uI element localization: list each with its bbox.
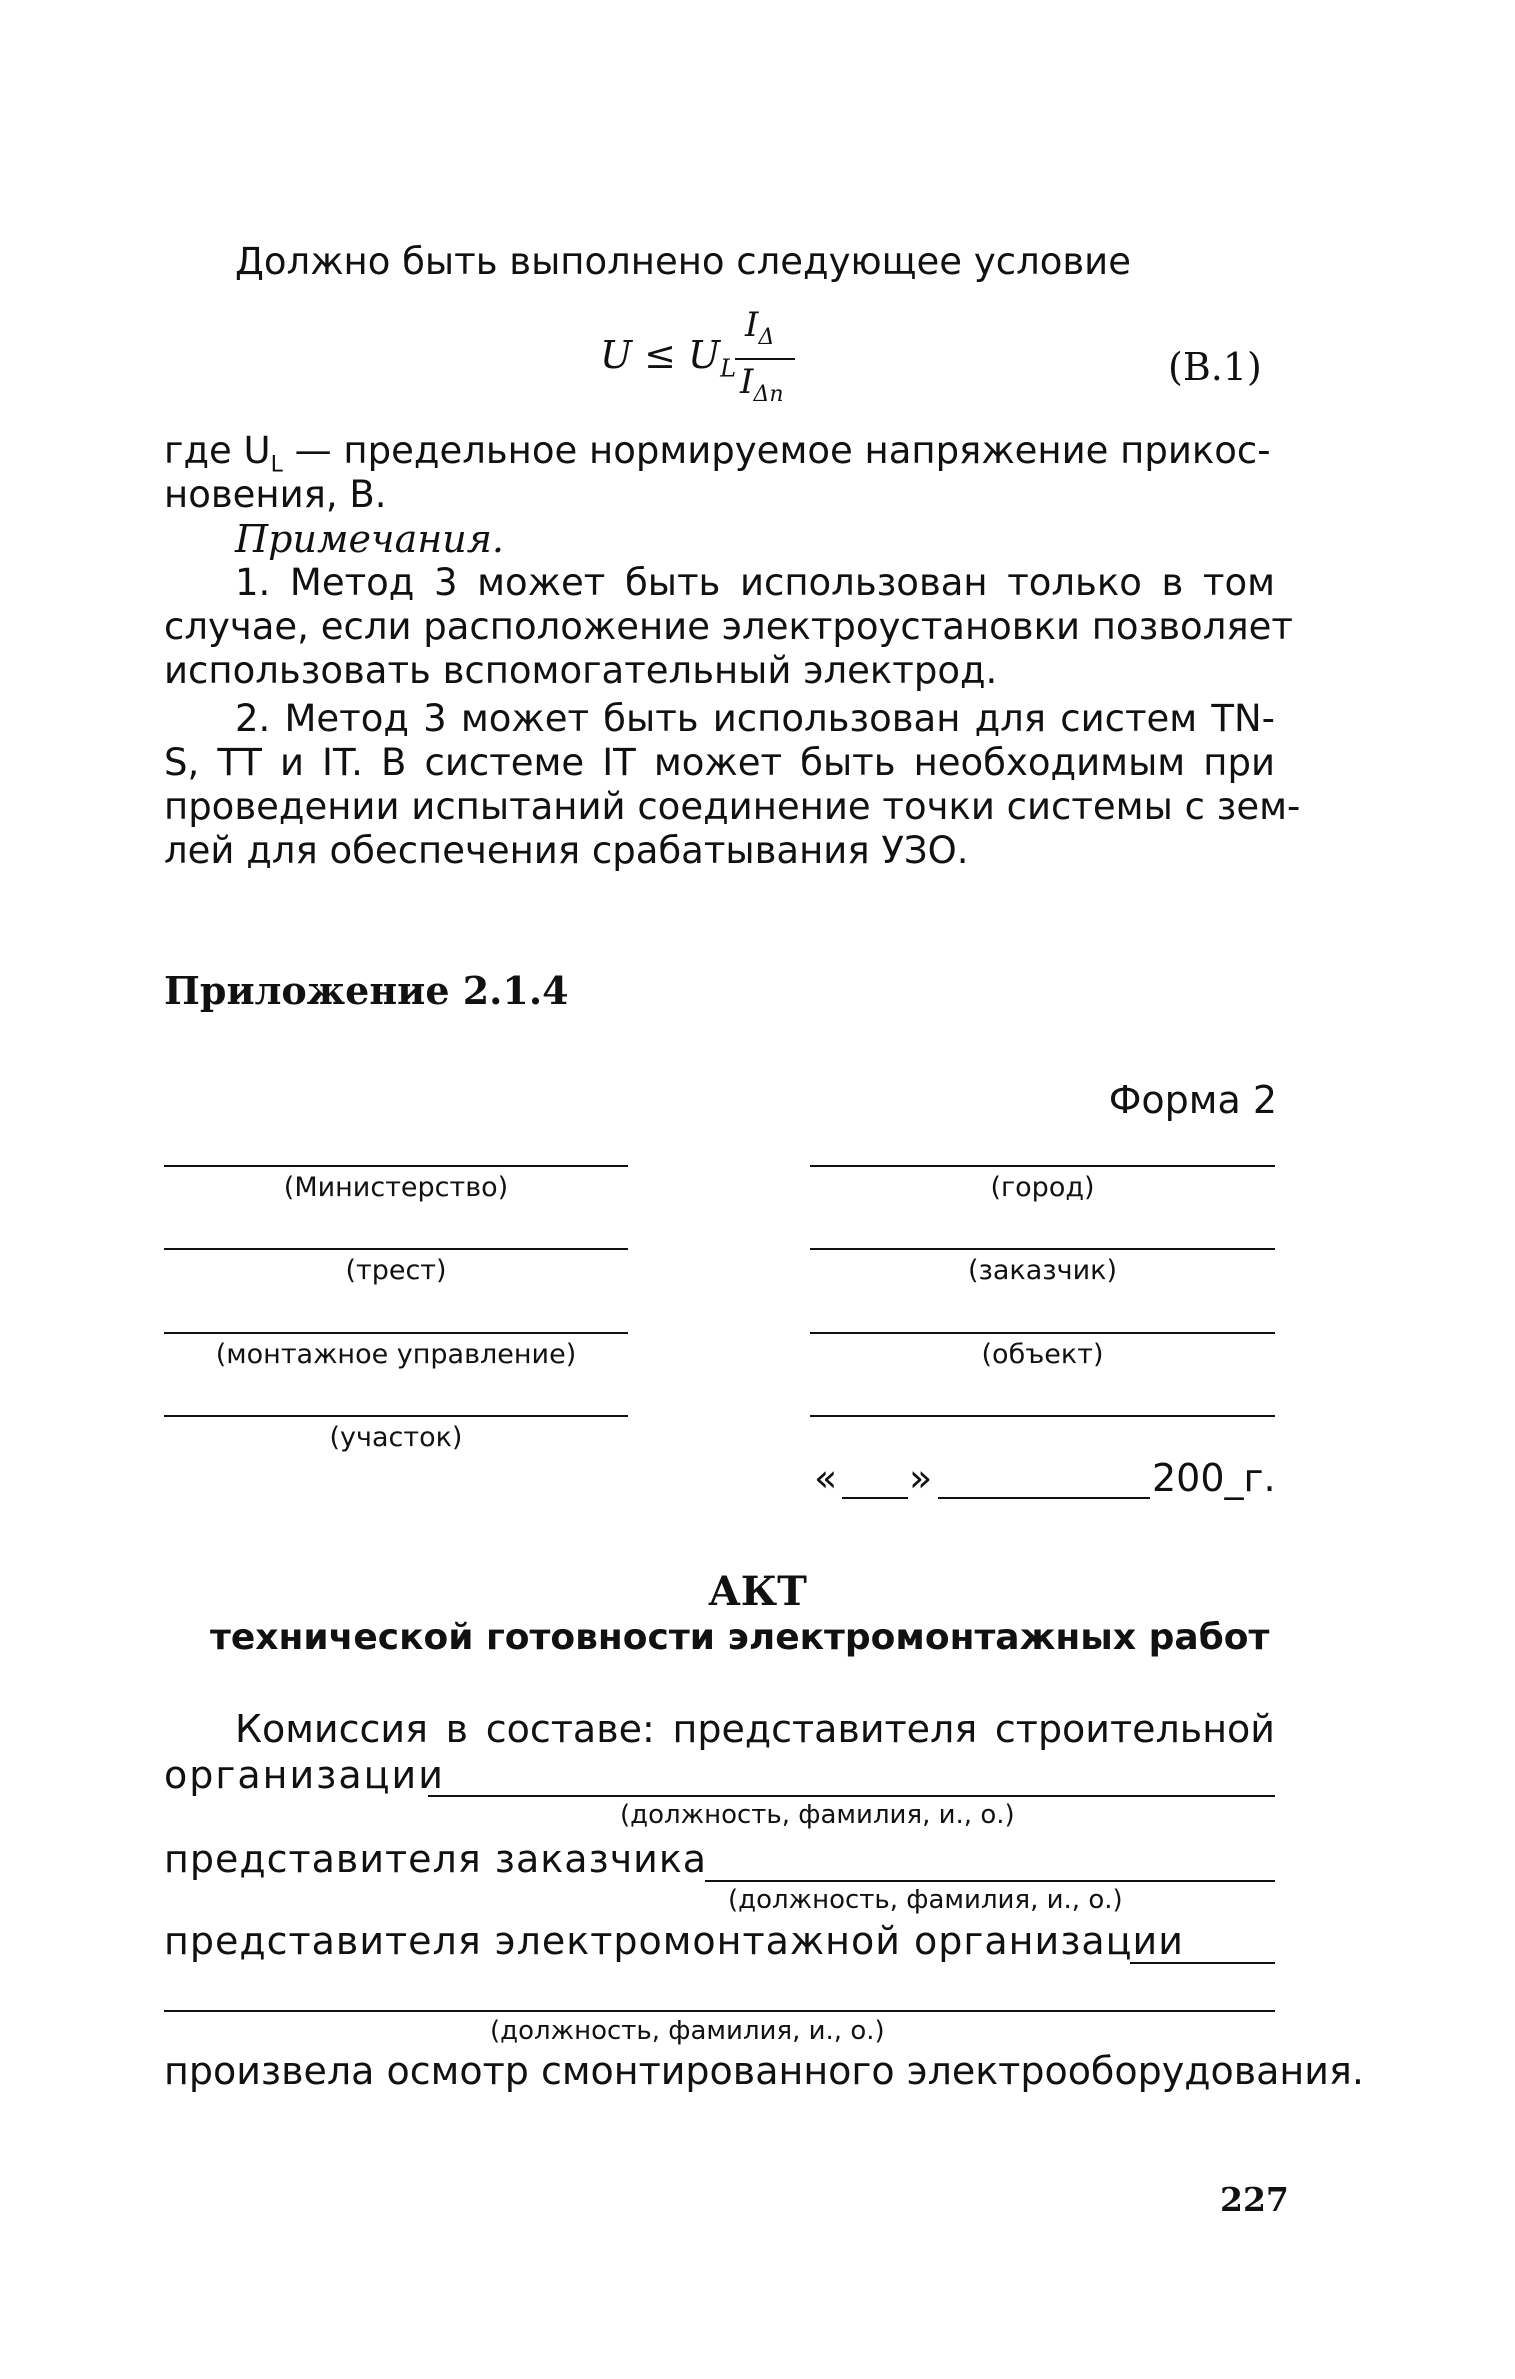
where-text-line2: новения, В.: [164, 473, 387, 516]
city-caption: (город): [990, 1172, 1095, 1203]
customer-rep-blank: [705, 1880, 1275, 1882]
blank-right-line: [810, 1415, 1275, 1417]
act-subtitle: технической готовности электромонтажных работ: [210, 1617, 1270, 1658]
note-1-line-2: случае, если расположение электроустановки позволяет: [164, 605, 1293, 648]
commission-electrical-label: представителя электромонтажной организации: [164, 1919, 1184, 1963]
customer-caption: (заказчик): [968, 1255, 1117, 1286]
trust-line: [164, 1248, 628, 1250]
note-2-line-2: S, TT и IT. В системе IT может быть необходимым при: [164, 741, 1275, 784]
installation-dept-line: [164, 1332, 628, 1334]
commission-organization-label: организации: [164, 1753, 445, 1797]
trust-caption: (трест): [345, 1255, 447, 1286]
fraction-bar: [735, 358, 795, 360]
formula-numerator: $I_\Delta$: [745, 305, 775, 350]
organization-blank: [428, 1795, 1275, 1797]
appendix-title: Приложение 2.1.4: [164, 968, 569, 1013]
date-month-blank: [938, 1497, 1150, 1499]
installation-dept-caption: (монтажное управление): [215, 1339, 577, 1370]
date-day-blank: [842, 1497, 908, 1499]
notes-title: Примечания.: [235, 517, 504, 561]
date-open-quote: «: [814, 1456, 838, 1500]
act-title: АКТ: [708, 1568, 807, 1615]
object-line: [810, 1332, 1275, 1334]
note-1-line-3: использовать вспомогательный электрод.: [164, 649, 998, 692]
intro-text: Должно быть выполнено следующее условие: [235, 240, 1131, 283]
electrical-rep-blank-2: [164, 2010, 1275, 2012]
city-line: [810, 1165, 1275, 1167]
note-2-line-3: проведении испытаний соединение точки системы с зем-: [164, 785, 1301, 828]
object-caption: (объект): [981, 1339, 1104, 1370]
ministry-line: [164, 1165, 628, 1167]
where-text: где $U_L$ — предельное нормируемое напряжение прикос-: [164, 429, 1271, 478]
date-close-quote: »: [909, 1456, 933, 1500]
formula-number: (В.1): [1168, 345, 1262, 389]
form-label: Форма 2: [1108, 1078, 1277, 1122]
note-2-line-4: лей для обеспечения срабатывания УЗО.: [164, 829, 969, 872]
commission-final: произвела осмотр смонтированного электрооборудования.: [164, 2049, 1364, 2093]
ministry-caption: (Министерство): [283, 1172, 509, 1203]
electrical-rep-blank-1: [1130, 1962, 1275, 1964]
commission-customer-label: представителя заказчика: [164, 1837, 708, 1881]
note-1-line-1: 1. Метод 3 может быть использован только в том: [235, 561, 1275, 604]
customer-line: [810, 1248, 1275, 1250]
section-line: [164, 1415, 628, 1417]
commission-caption-3: (должность, фамилия, и., о.): [490, 2016, 885, 2046]
commission-caption-1: (должность, фамилия, и., о.): [620, 1800, 1015, 1830]
note-2-line-1: 2. Метод 3 может быть использован для систем TN-: [235, 697, 1275, 740]
formula-lhs: $U \le U_L$: [600, 333, 736, 383]
commission-caption-2: (должность, фамилия, и., о.): [728, 1885, 1123, 1915]
commission-line-1: Комиссия в составе: представителя строительной: [235, 1707, 1275, 1751]
section-caption: (участок): [329, 1422, 463, 1453]
date-year: 200_г.: [1152, 1456, 1276, 1500]
page-number: 227: [1220, 2180, 1289, 2219]
formula-denominator: $I_{\Delta n}$: [740, 362, 784, 407]
